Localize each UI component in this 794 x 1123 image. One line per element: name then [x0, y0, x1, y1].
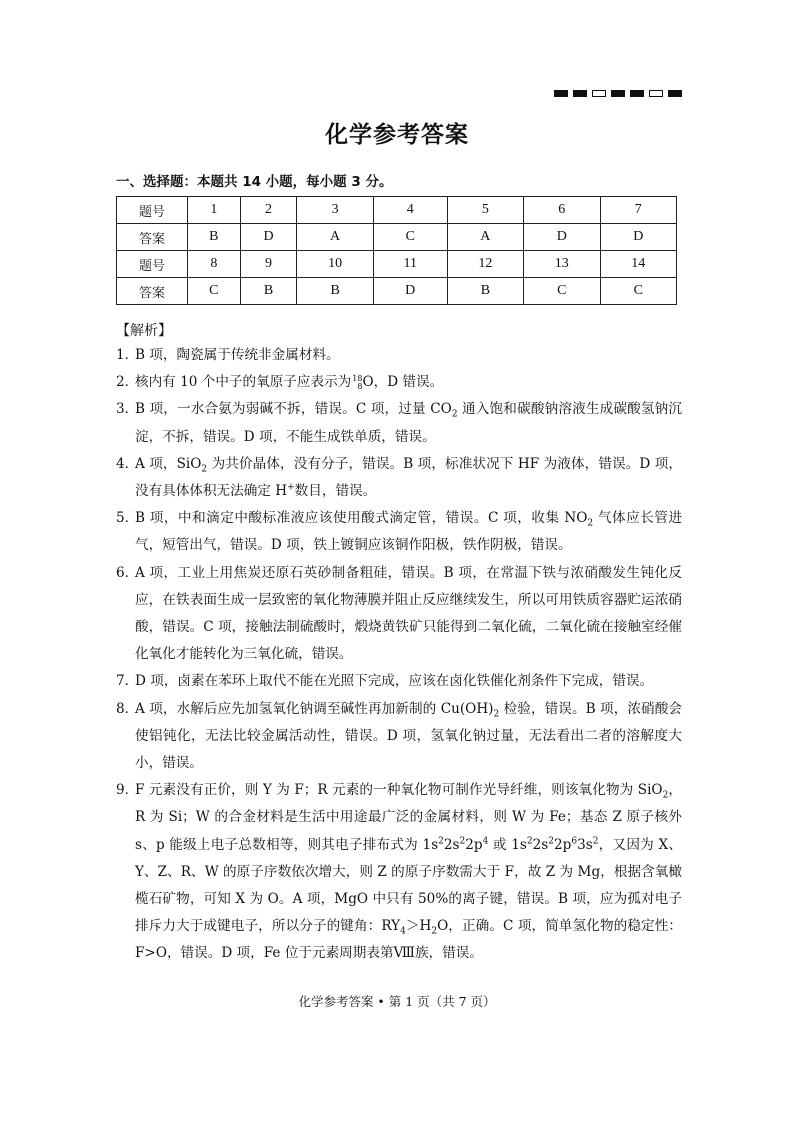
- element-symbol: O: [362, 374, 374, 391]
- item-number: 7．: [116, 673, 139, 690]
- item-number: 5．: [116, 510, 139, 527]
- page-mark: [649, 90, 663, 97]
- table-cell: B: [188, 224, 241, 251]
- analysis-item-5: [116, 505, 682, 559]
- table-cell: B: [240, 278, 297, 305]
- table-cell: 13: [524, 251, 600, 278]
- item-text: ，又因为 X、Y、Z、R、W 的原子序数依次增大，则 Z 的原子序数需大于 F，故 Z 为 Mg，根据含氧橄榄石矿物，可知 X 为 O。A 项，MgO 中只有 50%的离子键，错误。B 项，应为孤对电子排斥力大于成键电子，所以分子的键角：RY: [135, 836, 682, 935]
- analysis-item-2: [116, 369, 682, 396]
- row-label: 答案: [117, 278, 188, 305]
- page-mark: [573, 90, 587, 97]
- item-text: 数目，错误。: [294, 483, 377, 500]
- item-text: 2s: [532, 836, 549, 853]
- table-cell: A: [447, 224, 523, 251]
- superscript: +: [287, 482, 295, 493]
- table-cell: D: [600, 224, 676, 251]
- item-number: 6．: [116, 564, 139, 581]
- item-number: 3．: [116, 401, 139, 418]
- analysis-item-8: [116, 696, 682, 778]
- page-marks: [554, 90, 682, 97]
- table-cell: 8: [188, 251, 241, 278]
- superscript: 2: [526, 836, 533, 847]
- item-text: B 项，陶瓷属于传统非金属材料。: [135, 347, 340, 363]
- table-cell: 9: [240, 251, 297, 278]
- table-cell: 6: [524, 197, 600, 224]
- analysis-item-9: [116, 777, 682, 967]
- page-mark: [630, 90, 644, 97]
- subscript: 4: [400, 926, 406, 937]
- table-row: [117, 278, 677, 305]
- item-text: 核内有 10 个中子的氧原子应表示为: [135, 374, 352, 391]
- table-cell: 1: [188, 197, 241, 224]
- analysis-item-4: [116, 451, 682, 505]
- item-text: 2p: [554, 836, 572, 853]
- analysis-list: [116, 342, 682, 968]
- item-text: B 项，中和滴定中酸标准液应该使用酸式滴定管，错误。C 项，收集 NO: [135, 510, 588, 527]
- table-cell: C: [600, 278, 676, 305]
- superscript: 2: [592, 836, 599, 847]
- table-cell: 12: [447, 251, 523, 278]
- subscript: 2: [493, 709, 500, 720]
- item-text: 2s: [443, 836, 460, 853]
- page-mark: [592, 90, 606, 97]
- table-row: [117, 251, 677, 278]
- item-text: ＞H: [405, 918, 432, 935]
- analysis-heading: 【解析】: [116, 323, 172, 339]
- superscript: 6: [571, 836, 578, 847]
- table-cell: 14: [600, 251, 676, 278]
- page-mark: [668, 90, 682, 97]
- item-text: F 元素没有正价，则 Y 为 F；R 元素的一种氧化物可制作光导纤维，则该氧化物为 SiO: [135, 782, 663, 799]
- table-cell: A: [297, 224, 373, 251]
- table-cell: 11: [373, 251, 447, 278]
- isotope-notation: [352, 375, 362, 391]
- superscript: 4: [482, 836, 489, 847]
- table-cell: C: [373, 224, 447, 251]
- table-cell: B: [447, 278, 523, 305]
- subscript: 2: [662, 790, 669, 801]
- mass-number: 18: [352, 373, 363, 383]
- answer-table: [116, 196, 677, 305]
- item-text: 通入饱和碳酸钠溶液生成碳酸氢钠沉淀，不拆，错误。D 项，不能生成铁单质，错误。: [135, 401, 682, 445]
- item-text: A 项，SiO: [135, 455, 202, 472]
- table-cell: 5: [447, 197, 523, 224]
- atomic-number: 8: [357, 381, 363, 391]
- table-cell: 7: [600, 197, 676, 224]
- subscript: 2: [201, 464, 208, 475]
- item-number: 8．: [116, 700, 139, 717]
- item-number: 1．: [116, 347, 139, 363]
- table-row: [117, 197, 677, 224]
- analysis-item-1: [116, 342, 682, 369]
- item-text: ，R 为 Si；W 的合金材料是生活中用途最广泛的金属材料，则 W 为 Fe；基态 Z 原子核外 s、p 能级上电子总数相等，则其电子排布式为 1s: [135, 782, 682, 853]
- subscript: 2: [451, 410, 458, 421]
- subscript: 2: [587, 518, 594, 529]
- table-cell: B: [297, 278, 373, 305]
- analysis-item-7: [116, 668, 682, 695]
- item-text: 3s: [577, 836, 593, 853]
- item-text: 气体应长管进气，短管出气，错误。D 项，铁上镀铜应该铜作阳极，铁作阴极，错误。: [135, 510, 682, 554]
- table-cell: 3: [297, 197, 373, 224]
- item-number: 4．: [116, 455, 139, 472]
- table-cell: C: [188, 278, 241, 305]
- table-cell: C: [524, 278, 600, 305]
- row-label: 题号: [117, 197, 188, 224]
- table-cell: 4: [373, 197, 447, 224]
- item-text: 2p: [465, 836, 483, 853]
- item-text: A 项，工业上用焦炭还原石英砂制备粗硅，错误。B 项，在常温下铁与浓硝酸发生钝化反应，在铁表面生成一层致密的氧化物薄膜并阻止反应继续发生，所以可用铁质容器贮运浓硝酸，错误。C 项，接触法制硫酸时，煅烧黄铁矿只能得到二氧化硫，二氧化硫在接触室经催化氧化才能转化为三氧化硫，错误。: [135, 564, 682, 663]
- table-cell: D: [240, 224, 297, 251]
- superscript: 2: [459, 836, 466, 847]
- table-cell: 2: [240, 197, 297, 224]
- page-mark: [611, 90, 625, 97]
- section-heading: 一、选择题：本题共 14 小题，每小题 3 分。: [116, 174, 393, 190]
- item-text: 检验，错误。B 项，浓硝酸会使铝钝化，无法比较金属活动性，错误。D 项，氢氧化钠过量，无法看出二者的溶解度大小，错误。: [135, 700, 682, 772]
- item-text: O，正确。C 项，简单氢化物的稳定性：F>O，错误。D 项，Fe 位于元素周期表第Ⅷ族，错误。: [135, 918, 682, 962]
- table-cell: D: [373, 278, 447, 305]
- item-number: 2．: [116, 374, 139, 391]
- page-mark: [554, 90, 568, 97]
- item-number: 9．: [116, 782, 139, 799]
- page-footer: 化学参考答案 • 第 1 页（共 7 页）: [298, 994, 496, 1009]
- subscript: 2: [431, 926, 438, 937]
- row-label: 题号: [117, 251, 188, 278]
- item-text: 为共价晶体，没有分子，错误。B 项，标准状况下 HF 为液体，错误。D 项，没有具体体积无法确定 H: [135, 455, 682, 500]
- item-text: B 项，一水合氨为弱碱不拆，错误。C 项，过量 CO: [135, 401, 452, 418]
- table-row: [117, 224, 677, 251]
- table-cell: D: [524, 224, 600, 251]
- page-title: 化学参考答案: [325, 122, 469, 148]
- item-text: D 项，卤素在苯环上取代不能在光照下完成，应该在卤化铁催化剂条件下完成，错误。: [135, 673, 654, 690]
- analysis-item-6: [116, 560, 682, 669]
- row-label: 答案: [117, 224, 188, 251]
- item-text: 或 1s: [488, 836, 527, 853]
- superscript: 2: [548, 836, 554, 847]
- table-cell: 10: [297, 251, 373, 278]
- superscript: 2: [438, 836, 444, 847]
- item-text: A 项，水解后应先加氢氧化钠调至碱性再加新制的 Cu(OH): [135, 700, 494, 717]
- item-text: ，D 错误。: [373, 374, 444, 391]
- analysis-item-3: [116, 396, 682, 450]
